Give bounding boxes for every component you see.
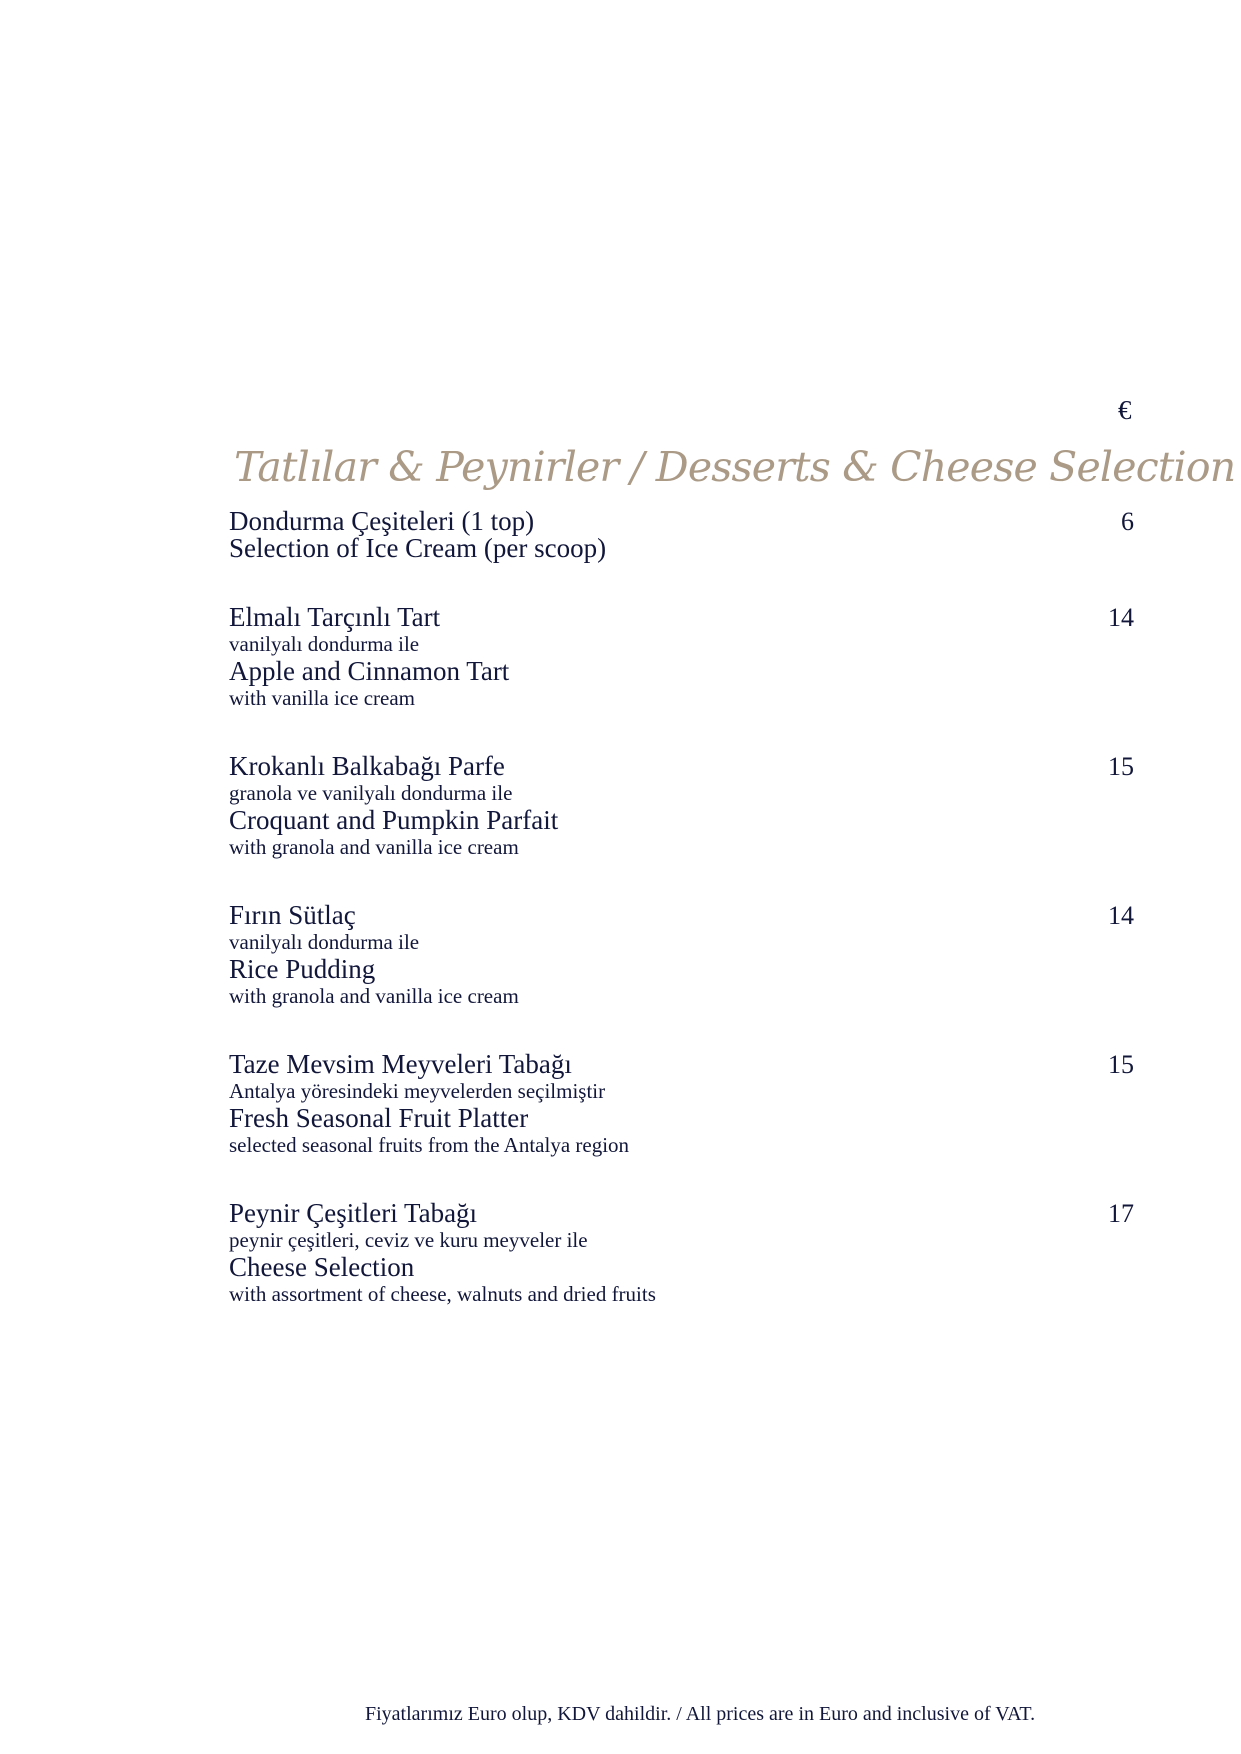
item-name-en: Croquant and Pumpkin Parfait [229,805,559,835]
item-desc-tr: peynir çeşitleri, ceviz ve kuru meyveler ile [229,1228,588,1252]
item-price: 15 [1108,1050,1134,1079]
footer-vat-note: Fiyatlarımız Euro olup, KDV dahildir. / All prices are in Euro and inclusive of VAT. [365,1703,1036,1725]
currency-symbol: € [1118,395,1132,425]
item-desc-tr: vanilyalı dondurma ile [229,930,420,954]
menu-item-rice-pudding [229,902,1134,1010]
item-name-tr: Elmalı Tarçınlı Tart [229,602,441,632]
item-price: 6 [1121,507,1134,536]
item-name-en: Cheese Selection [229,1252,415,1282]
item-desc-en: with assortment of cheese, walnuts and dried fruits [229,1282,656,1306]
menu-item-apple-tart [229,604,1134,712]
item-name-tr: Taze Mevsim Meyveleri Tabağı [229,1049,572,1079]
item-price: 17 [1108,1199,1134,1228]
item-desc-en: with granola and vanilla ice cream [229,984,519,1008]
menu-item-fruit-platter [229,1051,1134,1159]
item-desc-tr: granola ve vanilyalı dondurma ile [229,781,513,805]
item-price: 14 [1108,901,1134,930]
item-desc-tr: Antalya yöresindeki meyvelerden seçilmiştir [229,1079,606,1103]
item-name-tr: Dondurma Çeşiteleri (1 top) [229,506,535,536]
menu-item-ice-cream [229,508,1134,562]
menu-item-pumpkin-parfait [229,753,1134,861]
item-name-tr: Fırın Sütlaç [229,900,356,930]
item-price: 15 [1108,752,1134,781]
item-name-en: Selection of Ice Cream (per scoop) [229,533,607,563]
item-name-en: Apple and Cinnamon Tart [229,656,510,686]
item-name-tr: Krokanlı Balkabağı Parfe [229,751,505,781]
item-desc-en: with vanilla ice cream [229,686,415,710]
menu-item-cheese-selection [229,1200,1134,1308]
item-price: 14 [1108,603,1134,632]
item-name-en: Rice Pudding [229,954,376,984]
item-desc-en: with granola and vanilla ice cream [229,835,519,859]
item-name-en: Fresh Seasonal Fruit Platter [229,1103,529,1133]
menu-section-title: Tatlılar & Peynirler / Desserts & Cheese Selection [234,443,1236,491]
item-desc-tr: vanilyalı dondurma ile [229,632,420,656]
item-name-tr: Peynir Çeşitleri Tabağı [229,1198,478,1228]
item-desc-en: selected seasonal fruits from the Antalya region [229,1133,630,1157]
